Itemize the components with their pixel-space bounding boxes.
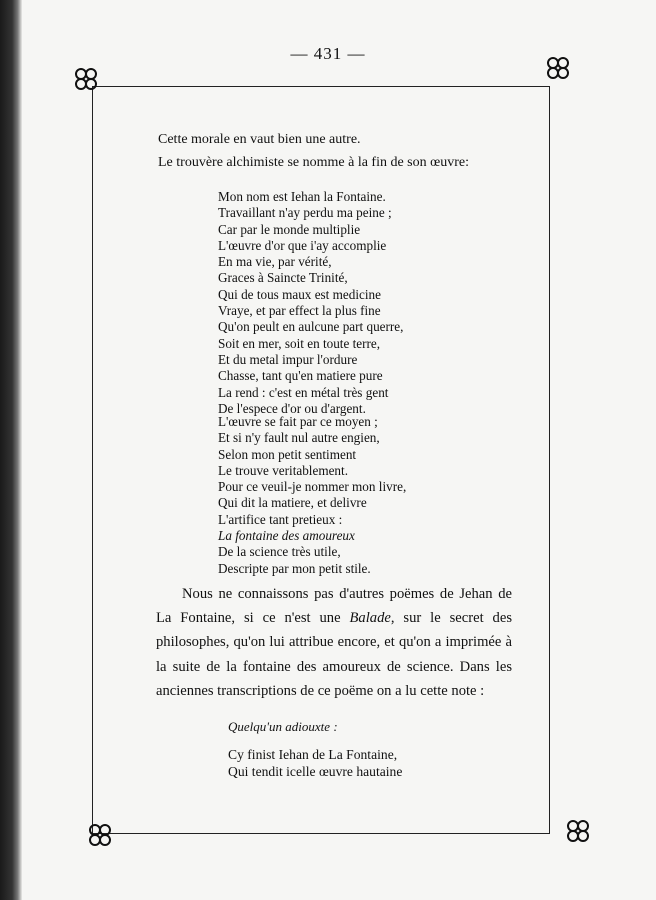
- poem-line: Qui de tous maux est medicine: [218, 286, 381, 302]
- poem-line: Et du metal impur l'ordure: [218, 351, 358, 367]
- page-number: — 431 —: [290, 44, 366, 63]
- coda-verse: [228, 746, 402, 780]
- prose-paragraph: [156, 582, 512, 703]
- poem-line: L'œuvre d'or que i'ay accomplie: [218, 237, 387, 253]
- poem-line: De l'espece d'or ou d'argent.: [218, 400, 366, 416]
- poem-line: L'artifice tant pretieux :: [218, 511, 343, 527]
- poem-stanza-2: [218, 414, 518, 577]
- poem-line: Selon mon petit sentiment: [218, 446, 357, 462]
- note-label: Quelqu'un adiouxte :: [228, 719, 338, 734]
- poem-line: Graces à Saincte Trinité,: [218, 270, 348, 286]
- poem-line: Chasse, tant qu'en matiere pure: [218, 368, 383, 384]
- poem-line: Qui dit la matiere, et delivre: [218, 495, 367, 511]
- intro-line-2: Le trouvère alchimiste se nomme à la fin de son œuvre:: [158, 155, 470, 170]
- poem-line: Vraye, et par effect la plus fine: [218, 303, 381, 319]
- poem-line: Car par le monde multiplie: [218, 221, 361, 237]
- poem-line: Descripte par mon petit stile.: [218, 560, 371, 576]
- poem-line: Mon nom est Iehan la Fontaine.: [218, 189, 386, 204]
- prose-text: , sur le secret des philosophes, qu'on lui attribue encore, et qu'on a imprimée à la suite de la fontaine des amoureux de science. Dans les anciennes transcriptions de ce poëme on a lu cette note :: [156, 610, 512, 699]
- poem-stanza-1: [218, 189, 518, 417]
- poem-line: En ma vie, par vérité,: [218, 254, 332, 270]
- poem-line: Soit en mer, soit en toute terre,: [218, 335, 381, 351]
- poem-line: Cy finist Iehan de La Fontaine,: [228, 747, 398, 762]
- poem-line: La rend : c'est en métal très gent: [218, 384, 389, 400]
- poem-line: Et si n'y fault nul autre engien,: [218, 430, 380, 446]
- prose-text: Nous ne connaissons pas d'autres poëmes de Jehan de La Fontaine, si ce n'est une: [156, 586, 512, 627]
- intro-line-1: Cette morale en vaut bien une autre.: [158, 132, 361, 147]
- corner-ornament-icon: [87, 822, 113, 848]
- corner-ornament-icon: [565, 818, 591, 844]
- poem-line: De la science très utile,: [218, 544, 341, 560]
- poem-line: Travaillant n'ay perdu ma peine ;: [218, 205, 392, 221]
- scan-shadow-edge: [0, 0, 22, 900]
- poem-line: Qu'on peult en aulcune part querre,: [218, 319, 404, 335]
- poem-line: Le trouve veritablement.: [218, 462, 348, 478]
- poem-line: L'œuvre se fait par ce moyen ;: [218, 414, 378, 429]
- prose-balade-title: Balade: [349, 610, 391, 627]
- poem-title-line: La fontaine des amoureux: [218, 528, 355, 544]
- poem-line: Pour ce veuil-je nommer mon livre,: [218, 479, 407, 495]
- poem-line: Qui tendit icelle œuvre hautaine: [228, 764, 403, 779]
- corner-ornament-icon: [73, 66, 99, 92]
- corner-ornament-icon: [545, 55, 571, 81]
